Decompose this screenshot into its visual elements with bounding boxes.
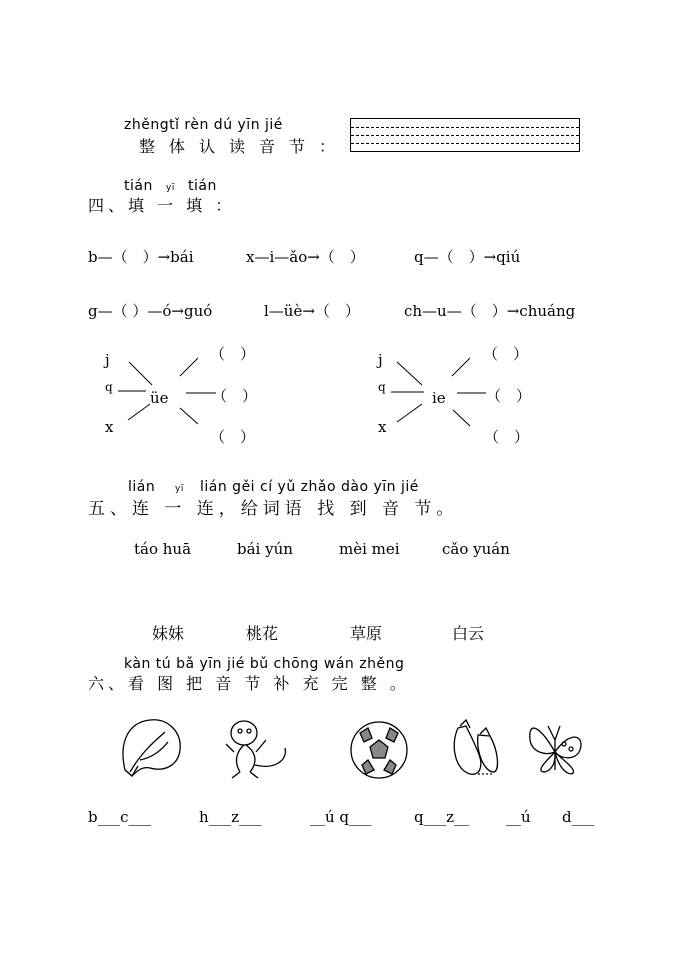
s5-pinyin-c: lián gěi cí yǔ zhǎo dào yīn jié <box>200 479 419 495</box>
star1-p2: （ ） <box>212 387 258 405</box>
s6-pinyin: kàn tú bǎ yīn jié bǔ chōng wán zhěng <box>124 656 405 672</box>
s3-pinyin: zhěngtǐ rèn dú yīn jié <box>124 117 283 133</box>
s5-pinyin-a: lián <box>128 479 156 495</box>
s4-pinyin-b: yī <box>166 183 175 193</box>
s5-pinyin-word-3: mèi mei <box>339 540 400 558</box>
star2-p3: （ ） <box>484 428 530 446</box>
star1-q: q <box>105 380 113 394</box>
s6-blank-5[interactable]: __ú <box>506 808 531 826</box>
star1-center: üe <box>150 389 169 407</box>
star2-p1: （ ） <box>483 345 529 363</box>
s6-title: 六、看 图 把 音 节 补 充 完 整 。 <box>88 674 410 693</box>
monkey-icon <box>226 721 285 778</box>
s4-l2-c: ch—u—（ ）→chuáng <box>404 302 576 320</box>
star2-q: q <box>378 380 386 394</box>
star1-j: j <box>105 351 110 369</box>
s5-pinyin-word-1: táo huā <box>134 540 192 558</box>
s5-title: 五、连 一 连，给词语 找 到 音 节。 <box>88 499 459 519</box>
s4-l1-c: q—（ ）→qiú <box>414 248 521 266</box>
star1-x: x <box>105 418 114 436</box>
butterfly-icon <box>530 726 581 774</box>
star2-j: j <box>378 351 383 369</box>
s6-blank-4[interactable]: q___z__ <box>414 808 470 826</box>
star1-p3: （ ） <box>210 428 256 446</box>
s5-hanzi-word-3: 草原 <box>350 624 383 643</box>
cabbage-icon <box>123 720 180 776</box>
star2-p2: （ ） <box>486 387 532 405</box>
s5-hanzi-word-4: 白云 <box>452 624 485 643</box>
star2-x: x <box>378 418 387 436</box>
s5-hanzi-word-2: 桃花 <box>246 624 279 643</box>
s4-pinyin-a: tián <box>124 178 153 194</box>
s6-blank-1[interactable]: b___c___ <box>88 808 152 826</box>
s4-l2-a: g—（ ）—ó→guó <box>88 302 213 320</box>
s5-hanzi-word-1: 妹妹 <box>152 624 185 643</box>
star2-center: ie <box>432 389 446 407</box>
s6-blank-6[interactable]: d___ <box>562 808 595 826</box>
s4-pinyin-c: tián <box>188 178 217 194</box>
s5-pinyin-word-2: bái yún <box>237 540 293 558</box>
s4-l1-a: b—（ ）→bái <box>88 248 194 266</box>
s5-pinyin-b: yī <box>175 484 184 494</box>
s4-l2-b: l—üè→（ ） <box>264 302 360 320</box>
s4-title: 四、填 一 填 ： <box>88 196 236 215</box>
s6-blank-2[interactable]: h___z___ <box>199 808 262 826</box>
s6-blank-3[interactable]: __ú q___ <box>310 808 372 826</box>
s4-l1-b: x—i—ǎo→（ ） <box>246 248 365 266</box>
s3-title: 整体认读音节： <box>139 137 350 156</box>
s5-pinyin-word-4: cǎo yuán <box>442 540 510 558</box>
star1-p1: （ ） <box>210 345 256 363</box>
football-icon <box>351 722 407 778</box>
eggplant-icon <box>454 720 497 774</box>
